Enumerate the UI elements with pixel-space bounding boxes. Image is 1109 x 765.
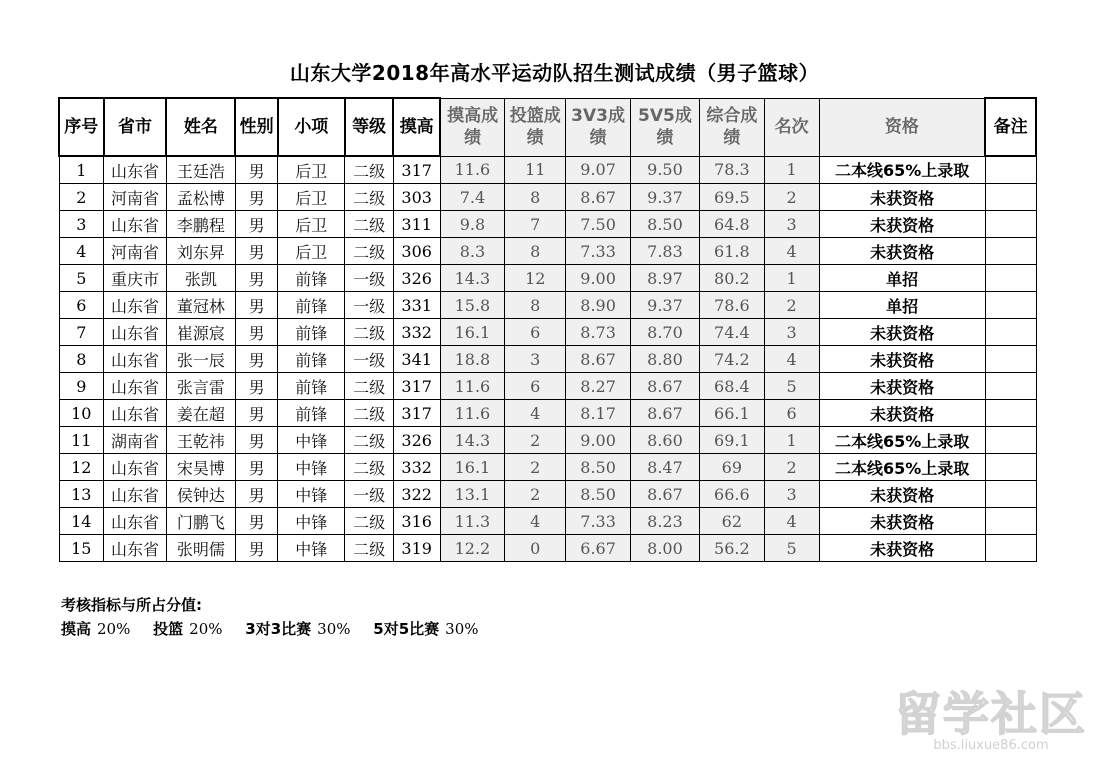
column-header: 3V3成绩	[566, 98, 631, 156]
table-cell: 二级	[345, 508, 394, 535]
table-cell: 8.60	[631, 427, 700, 454]
table-cell: 中锋	[278, 508, 345, 535]
table-cell: 董冠林	[166, 292, 235, 319]
table-cell: 男	[235, 292, 278, 319]
column-header: 投篮成绩	[505, 98, 566, 156]
table-cell: 山东省	[104, 508, 167, 535]
table-cell: 一级	[345, 292, 394, 319]
table-cell: 李鹏程	[166, 211, 235, 238]
table-cell	[985, 156, 1036, 184]
table-cell: 11	[59, 427, 104, 454]
table-cell: 319	[393, 535, 440, 562]
table-cell	[985, 508, 1036, 535]
table-cell: 前锋	[278, 373, 345, 400]
table-cell: 单招	[819, 265, 985, 292]
table-cell: 80.2	[699, 265, 764, 292]
table-cell: 12	[59, 454, 104, 481]
table-cell: 66.1	[699, 400, 764, 427]
table-cell: 山东省	[104, 292, 167, 319]
table-cell: 男	[235, 400, 278, 427]
table-cell: 5	[59, 265, 104, 292]
table-cell: 二级	[345, 373, 394, 400]
table-cell: 8.73	[566, 319, 631, 346]
table-cell: 3	[764, 319, 819, 346]
table-cell: 9.37	[631, 292, 700, 319]
table-cell: 8.67	[631, 481, 700, 508]
table-cell: 后卫	[278, 211, 345, 238]
table-cell: 15.8	[440, 292, 505, 319]
table-cell: 66.6	[699, 481, 764, 508]
table-cell: 山东省	[104, 373, 167, 400]
table-cell: 中锋	[278, 481, 345, 508]
table-cell: 一级	[345, 265, 394, 292]
table-cell: 326	[393, 265, 440, 292]
table-cell: 男	[235, 346, 278, 373]
table-cell: 男	[235, 427, 278, 454]
table-cell: 14.3	[440, 427, 505, 454]
table-cell: 311	[393, 211, 440, 238]
table-cell: 326	[393, 427, 440, 454]
table-cell: 侯钟达	[166, 481, 235, 508]
table-cell: 7	[59, 319, 104, 346]
table-cell: 1	[764, 427, 819, 454]
table-cell: 2	[505, 427, 566, 454]
table-cell: 332	[393, 454, 440, 481]
table-cell: 山东省	[104, 319, 167, 346]
table-row	[59, 184, 1036, 211]
weight-value: 20%	[97, 620, 131, 638]
table-cell: 11.6	[440, 400, 505, 427]
table-cell: 8.00	[631, 535, 700, 562]
table-cell: 山东省	[104, 211, 167, 238]
table-cell: 未获资格	[819, 373, 985, 400]
table-cell: 未获资格	[819, 211, 985, 238]
table-cell: 8.90	[566, 292, 631, 319]
table-cell	[985, 535, 1036, 562]
table-cell	[985, 319, 1036, 346]
table-cell: 8.17	[566, 400, 631, 427]
table-cell: 9.00	[566, 427, 631, 454]
weight-label: 3对3比赛	[245, 620, 312, 638]
table-cell: 8.97	[631, 265, 700, 292]
table-cell: 2	[764, 184, 819, 211]
column-header: 综合成绩	[699, 98, 764, 156]
table-cell: 山东省	[104, 400, 167, 427]
table-row	[59, 319, 1036, 346]
weight-label: 投篮	[153, 620, 184, 638]
table-cell: 68.4	[699, 373, 764, 400]
table-row	[59, 346, 1036, 373]
table-cell: 8.50	[631, 211, 700, 238]
table-cell: 10	[59, 400, 104, 427]
table-cell: 单招	[819, 292, 985, 319]
table-cell: 3	[764, 211, 819, 238]
table-cell: 未获资格	[819, 535, 985, 562]
table-cell	[985, 211, 1036, 238]
table-cell: 6	[505, 373, 566, 400]
column-header: 小项	[278, 98, 345, 156]
table-row	[59, 427, 1036, 454]
table-cell: 中锋	[278, 454, 345, 481]
table-cell: 331	[393, 292, 440, 319]
table-cell: 69	[699, 454, 764, 481]
table-cell: 341	[393, 346, 440, 373]
table-cell: 门鹏飞	[166, 508, 235, 535]
table-cell: 前锋	[278, 400, 345, 427]
table-cell: 男	[235, 265, 278, 292]
table-cell: 8.47	[631, 454, 700, 481]
table-cell: 男	[235, 238, 278, 265]
table-cell: 7.83	[631, 238, 700, 265]
table-cell: 后卫	[278, 238, 345, 265]
table-cell: 河南省	[104, 238, 167, 265]
table-cell: 山东省	[104, 346, 167, 373]
table-cell: 男	[235, 156, 278, 184]
table-cell: 3	[59, 211, 104, 238]
table-cell: 男	[235, 481, 278, 508]
table-cell: 二级	[345, 319, 394, 346]
table-row	[59, 265, 1036, 292]
table-cell: 4	[505, 400, 566, 427]
table-cell	[985, 184, 1036, 211]
table-row	[59, 508, 1036, 535]
table-cell: 9.37	[631, 184, 700, 211]
table-cell: 6	[59, 292, 104, 319]
column-header: 资格	[819, 98, 985, 156]
table-cell: 2	[764, 292, 819, 319]
table-cell: 5	[764, 535, 819, 562]
table-cell: 前锋	[278, 346, 345, 373]
table-row	[59, 400, 1036, 427]
table-cell	[985, 481, 1036, 508]
table-cell: 62	[699, 508, 764, 535]
table-cell: 8.67	[566, 346, 631, 373]
table-row	[59, 535, 1036, 562]
weight-value: 30%	[317, 620, 351, 638]
scoring-notes	[61, 593, 497, 641]
table-cell: 孟松博	[166, 184, 235, 211]
table-cell	[985, 238, 1036, 265]
table-cell: 8.50	[566, 481, 631, 508]
weight-value: 20%	[189, 620, 223, 638]
column-header: 姓名	[166, 98, 235, 156]
table-cell: 4	[764, 346, 819, 373]
table-cell: 16.1	[440, 454, 505, 481]
table-cell: 二级	[345, 184, 394, 211]
table-cell: 二级	[345, 454, 394, 481]
table-cell: 2	[505, 454, 566, 481]
table-cell: 8.70	[631, 319, 700, 346]
table-cell: 8.27	[566, 373, 631, 400]
table-cell: 8.3	[440, 238, 505, 265]
table-cell	[985, 400, 1036, 427]
table-cell: 男	[235, 454, 278, 481]
weight-value: 30%	[445, 620, 479, 638]
table-cell: 69.1	[699, 427, 764, 454]
weight-label: 摸高	[61, 620, 92, 638]
table-cell: 1	[59, 156, 104, 184]
table-cell: 61.8	[699, 238, 764, 265]
table-cell: 14.3	[440, 265, 505, 292]
table-cell: 后卫	[278, 156, 345, 184]
table-cell: 中锋	[278, 535, 345, 562]
table-cell: 5	[764, 373, 819, 400]
table-cell: 316	[393, 508, 440, 535]
table-cell: 16.1	[440, 319, 505, 346]
table-cell: 9.50	[631, 156, 700, 184]
table-cell: 4	[59, 238, 104, 265]
table-cell: 7	[505, 211, 566, 238]
table-cell: 2	[505, 481, 566, 508]
table-cell: 4	[764, 508, 819, 535]
table-cell: 69.5	[699, 184, 764, 211]
column-header: 等级	[345, 98, 394, 156]
table-cell: 张一辰	[166, 346, 235, 373]
notes-heading: 考核指标与所占分值:	[61, 596, 202, 614]
table-body	[59, 156, 1036, 562]
table-cell: 11	[505, 156, 566, 184]
table-cell: 11.6	[440, 156, 505, 184]
table-cell: 78.6	[699, 292, 764, 319]
table-cell	[985, 292, 1036, 319]
table-cell: 未获资格	[819, 346, 985, 373]
table-row	[59, 373, 1036, 400]
table-cell: 男	[235, 184, 278, 211]
table-cell: 8	[505, 292, 566, 319]
table-cell: 张凯	[166, 265, 235, 292]
table-cell: 前锋	[278, 292, 345, 319]
table-cell: 74.4	[699, 319, 764, 346]
table-cell: 1	[764, 265, 819, 292]
table-cell: 8	[505, 238, 566, 265]
table-cell: 13	[59, 481, 104, 508]
table-cell: 男	[235, 319, 278, 346]
table-cell: 二级	[345, 211, 394, 238]
table-cell: 二级	[345, 427, 394, 454]
table-cell: 重庆市	[104, 265, 167, 292]
table-cell: 306	[393, 238, 440, 265]
table-cell: 宋昊博	[166, 454, 235, 481]
table-cell: 9	[59, 373, 104, 400]
table-cell: 8	[505, 184, 566, 211]
table-cell	[985, 346, 1036, 373]
table-cell: 二级	[345, 535, 394, 562]
table-cell: 322	[393, 481, 440, 508]
table-cell: 刘东昇	[166, 238, 235, 265]
table-cell: 山东省	[104, 454, 167, 481]
table-row	[59, 481, 1036, 508]
column-header: 摸高	[393, 98, 440, 156]
table-cell: 317	[393, 400, 440, 427]
table-cell: 8.50	[566, 454, 631, 481]
table-cell: 317	[393, 156, 440, 184]
table-cell: 王廷浩	[166, 156, 235, 184]
table-cell: 9.07	[566, 156, 631, 184]
watermark-url: bbs.liuxue86.com	[933, 738, 1049, 753]
table-row	[59, 211, 1036, 238]
table-cell: 8.67	[631, 373, 700, 400]
table-cell: 山东省	[104, 535, 167, 562]
table-cell: 崔源宸	[166, 319, 235, 346]
table-cell: 332	[393, 319, 440, 346]
table-cell: 11.6	[440, 373, 505, 400]
table-cell: 12	[505, 265, 566, 292]
table-cell: 后卫	[278, 184, 345, 211]
table-cell: 317	[393, 373, 440, 400]
table-row	[59, 292, 1036, 319]
table-cell: 18.8	[440, 346, 505, 373]
table-cell: 山东省	[104, 156, 167, 184]
table-cell: 9.00	[566, 265, 631, 292]
table-cell: 2	[764, 454, 819, 481]
column-header: 摸高成绩	[440, 98, 505, 156]
table-cell: 4	[505, 508, 566, 535]
table-cell: 8.67	[566, 184, 631, 211]
table-cell: 湖南省	[104, 427, 167, 454]
table-cell	[985, 454, 1036, 481]
table-cell: 男	[235, 373, 278, 400]
table-cell: 山东省	[104, 481, 167, 508]
table-cell: 11.3	[440, 508, 505, 535]
table-cell: 男	[235, 508, 278, 535]
table-cell: 二级	[345, 400, 394, 427]
table-header-row	[59, 98, 1036, 156]
table-cell: 未获资格	[819, 508, 985, 535]
column-header: 备注	[985, 98, 1036, 156]
table-cell: 13.1	[440, 481, 505, 508]
table-cell: 二级	[345, 156, 394, 184]
table-cell: 男	[235, 535, 278, 562]
table-cell: 1	[764, 156, 819, 184]
table-row	[59, 238, 1036, 265]
table-cell: 一级	[345, 481, 394, 508]
table-cell: 78.3	[699, 156, 764, 184]
table-cell: 王乾祎	[166, 427, 235, 454]
table-cell: 一级	[345, 346, 394, 373]
table-cell: 2	[59, 184, 104, 211]
table-cell: 未获资格	[819, 481, 985, 508]
table-cell: 未获资格	[819, 400, 985, 427]
table-cell: 4	[764, 238, 819, 265]
table-cell: 64.8	[699, 211, 764, 238]
column-header: 省市	[104, 98, 167, 156]
table-cell: 7.50	[566, 211, 631, 238]
table-cell: 中锋	[278, 427, 345, 454]
table-cell	[985, 265, 1036, 292]
table-cell: 12.2	[440, 535, 505, 562]
table-cell: 3	[505, 346, 566, 373]
table-cell: 姜在超	[166, 400, 235, 427]
table-cell: 二本线65%上录取	[819, 156, 985, 184]
table-cell: 3	[764, 481, 819, 508]
column-header: 序号	[59, 98, 104, 156]
table-cell	[985, 373, 1036, 400]
table-cell: 6	[505, 319, 566, 346]
column-header: 性别	[235, 98, 278, 156]
table-cell: 二级	[345, 238, 394, 265]
table-cell: 7.33	[566, 238, 631, 265]
column-header: 5V5成绩	[631, 98, 700, 156]
table-cell: 7.33	[566, 508, 631, 535]
notes-weights	[61, 617, 497, 641]
table-cell: 河南省	[104, 184, 167, 211]
table-cell: 8	[59, 346, 104, 373]
table-cell: 8.67	[631, 400, 700, 427]
weight-label: 5对5比赛	[373, 620, 440, 638]
table-cell: 未获资格	[819, 184, 985, 211]
table-cell: 前锋	[278, 319, 345, 346]
table-cell: 8.80	[631, 346, 700, 373]
table-cell: 14	[59, 508, 104, 535]
table-row	[59, 454, 1036, 481]
table-cell	[985, 427, 1036, 454]
table-cell: 男	[235, 211, 278, 238]
column-header: 名次	[764, 98, 819, 156]
table-cell: 74.2	[699, 346, 764, 373]
table-cell: 前锋	[278, 265, 345, 292]
table-cell: 张明儒	[166, 535, 235, 562]
results-table	[58, 97, 1037, 562]
table-cell: 7.4	[440, 184, 505, 211]
table-cell: 0	[505, 535, 566, 562]
table-cell: 6	[764, 400, 819, 427]
table-cell: 6.67	[566, 535, 631, 562]
table-row	[59, 156, 1036, 184]
watermark-brand: 留学社区	[895, 687, 1087, 741]
table-cell: 8.23	[631, 508, 700, 535]
site-watermark	[895, 687, 1087, 753]
table-cell: 未获资格	[819, 238, 985, 265]
table-cell: 303	[393, 184, 440, 211]
table-cell: 56.2	[699, 535, 764, 562]
table-cell: 9.8	[440, 211, 505, 238]
table-cell: 张言雷	[166, 373, 235, 400]
table-cell: 二本线65%上录取	[819, 427, 985, 454]
table-cell: 未获资格	[819, 319, 985, 346]
table-cell: 二本线65%上录取	[819, 454, 985, 481]
page-title: 山东大学2018年高水平运动队招生测试成绩（男子篮球）	[289, 61, 820, 85]
table-cell: 15	[59, 535, 104, 562]
